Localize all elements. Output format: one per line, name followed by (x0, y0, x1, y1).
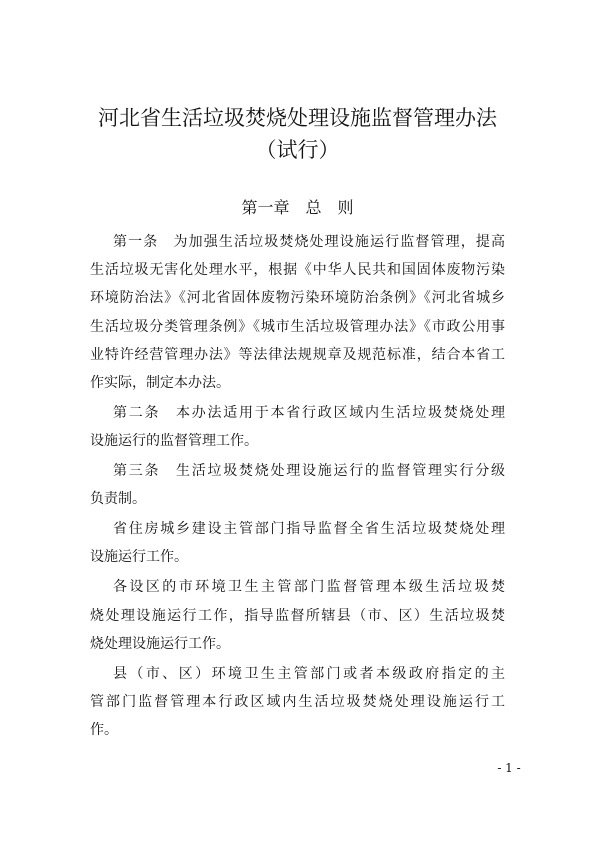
paragraph-line: 县（市、区）环境卫生主管部门或者本级政府指定的主 (113, 665, 505, 682)
article-1-paragraph (90, 228, 505, 397)
paragraph-line: 设施运行工作。 (90, 549, 188, 566)
provincial-responsibility-paragraph (90, 515, 505, 571)
article-3-paragraph (90, 457, 505, 513)
paragraph-line: 负责制。 (90, 491, 146, 508)
county-responsibility-paragraph (90, 660, 505, 745)
document-body (90, 228, 505, 746)
city-responsibility-paragraph (90, 573, 505, 658)
paragraph-line: 管部门监督管理本行政区域内生活垃圾焚烧处理设施运行工 (90, 693, 505, 710)
paragraph-line: 作。 (90, 722, 118, 739)
paragraph-line: 生活垃圾分类管理条例》《城市生活垃圾管理办法》《市政公用事 (90, 318, 505, 335)
paragraph-line: 作实际，制定本办法。 (90, 374, 230, 391)
paragraph-line: 环境防治法》《河北省固体废物污染环境防治条例》《河北省城乡 (90, 290, 505, 307)
document-subtitle: （试行） (255, 138, 340, 162)
page-number: - 1 - (497, 761, 521, 775)
paragraph-line: 第三条 生活垃圾焚烧处理设施运行的监督管理实行分级 (113, 463, 505, 480)
paragraph-line: 设施运行的监督管理工作。 (90, 433, 258, 450)
document-title: 河北省生活垃圾焚烧处理设施监督管理办法 (98, 106, 497, 130)
paragraph-line: 第二条 本办法适用于本省行政区域内生活垃圾焚烧处理 (113, 404, 505, 421)
paragraph-line: 烧处理设施运行工作，指导监督所辖县（市、区）生活垃圾焚 (90, 607, 505, 624)
paragraph-line: 各设区的市环境卫生主管部门监督管理本级生活垃圾焚 (113, 579, 505, 596)
paragraph-line: 省住房城乡建设主管部门指导监督全省生活垃圾焚烧处理 (113, 521, 505, 538)
paragraph-line: 烧处理设施运行工作。 (90, 635, 230, 652)
paragraph-line: 生活垃圾无害化处理水平，根据《中华人民共和国固体废物污染 (90, 262, 505, 279)
chapter-heading: 第一章 总 则 (241, 198, 354, 217)
paragraph-line: 第一条 为加强生活垃圾焚烧处理设施运行监督管理，提高 (113, 234, 505, 250)
paragraph-line: 业特许经营管理办法》等法律法规规章及规范标准，结合本省工 (90, 346, 505, 363)
article-2-paragraph (90, 399, 505, 455)
